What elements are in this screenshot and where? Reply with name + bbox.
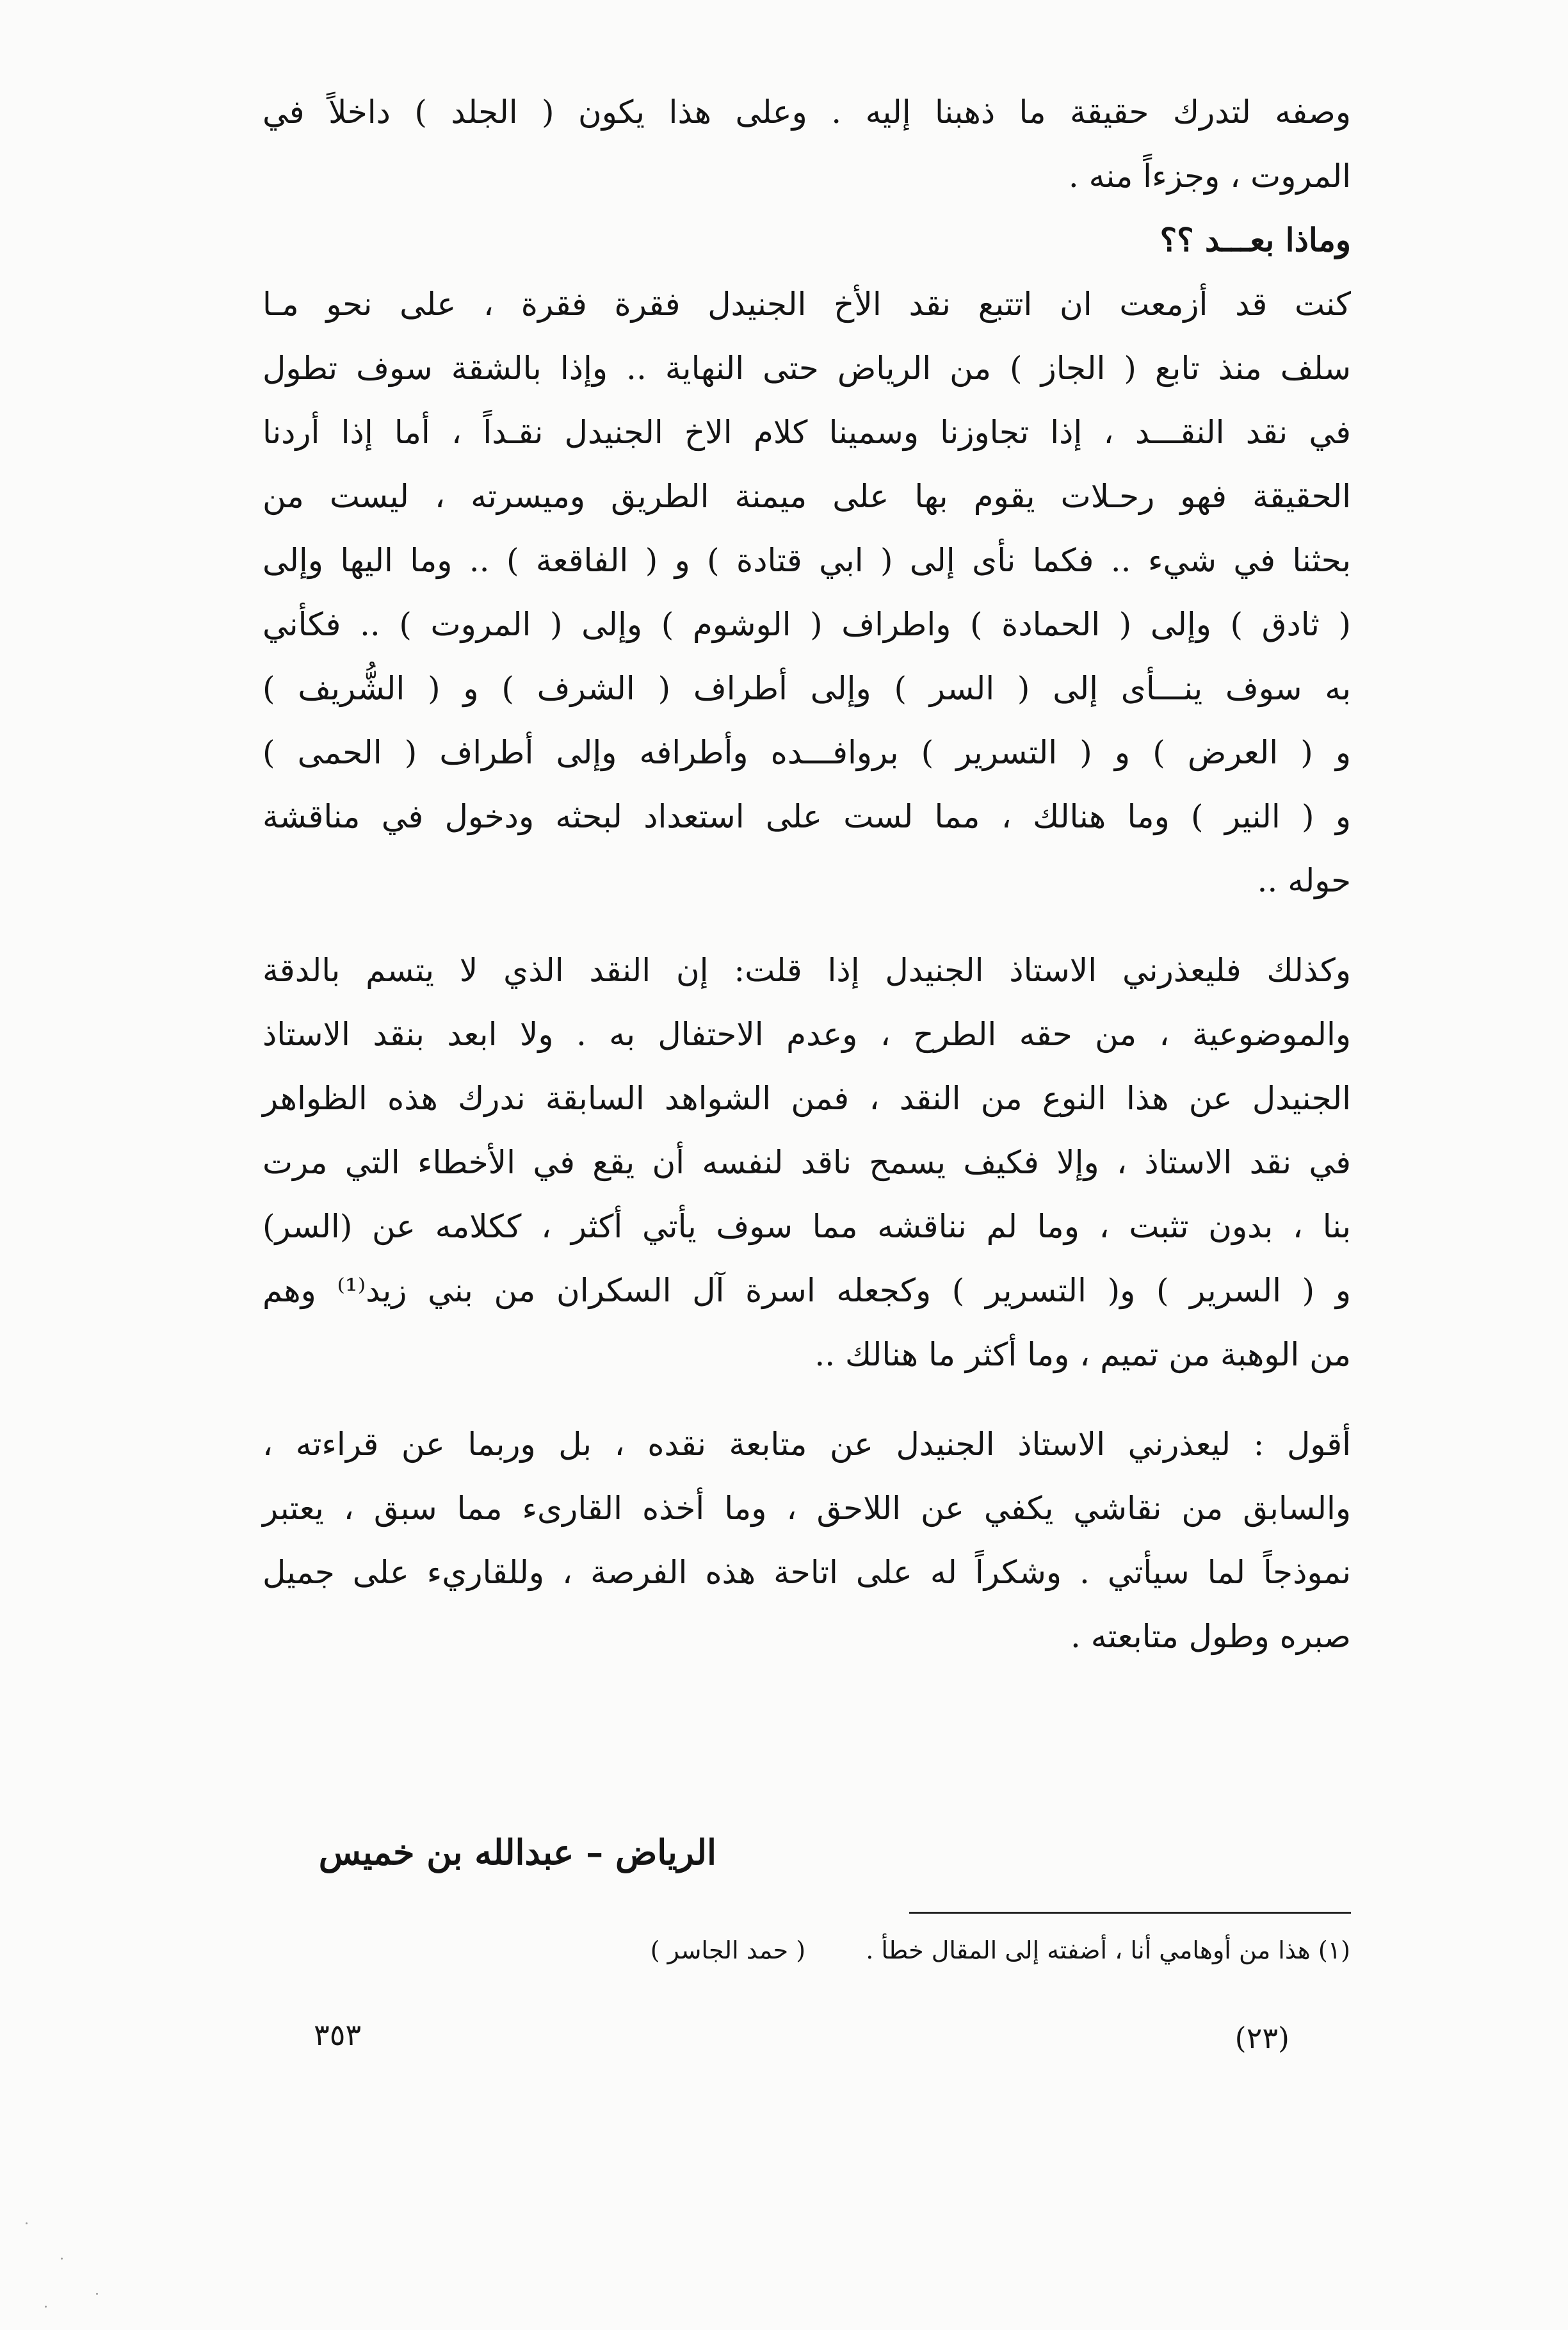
scan-speck: [61, 2258, 63, 2260]
text-line: وكذلك فليعذرني الاستاذ الجنيدل إذا قلت: إن النقد الذي لا يتسم بالدقة: [263, 952, 1351, 989]
page-number: ٣٥٣: [314, 2017, 362, 2052]
text-line: نموذجاً لما سيأتي . وشكراً له على اتاحة هذه الفرصة ، وللقاريء على جميل: [263, 1554, 1351, 1591]
text-line: بنا ، بدون تثبت ، وما لم نناقشه مما سوف يأتي أكثر ، ككلامه عن (السر): [263, 1208, 1351, 1245]
text-line: أقول : ليعذرني الاستاذ الجنيدل عن متابعة نقده ، بل وربما عن قراءته ،: [263, 1426, 1351, 1463]
text-line: في نقد النقـــد ، إذا تجاوزنا وسمينا كلام الاخ الجنيدل نقـداً ، أما إذا أردنا: [263, 414, 1351, 451]
text-line: الجنيدل عن هذا النوع من النقد ، فمن الشواهد السابقة ندرك هذه الظواهر: [263, 1080, 1351, 1117]
text-line: المروت ، وجزءاً منه .: [1068, 158, 1351, 195]
footnote-divider: [909, 1912, 1351, 1914]
text-line: ( ثادق ) وإلى ( الحمادة ) واطراف ( الوشوم ) وإلى ( المروت ) .. فكأني: [263, 606, 1351, 643]
footnote-text: (١) هذا من أوهامي أنا ، أضفته إلى المقال خطأ .: [866, 1936, 1350, 1964]
section-heading: وماذا بعـــد ؟؟: [1160, 221, 1351, 259]
signature: الرياض – عبدالله بن خميس: [318, 1832, 716, 1873]
text-line: من الوهبة من تميم ، وما أكثر ما هنالك ..: [814, 1336, 1351, 1373]
text-line: و ( العرض ) و ( التسرير ) بروافـــده وأطرافه وإلى أطراف ( الحمى ): [263, 734, 1351, 771]
text-line: بحثنا في شيء .. فكما نأى إلى ( ابي قتادة ) و ( الفاقعة ) .. وما اليها وإلى: [263, 542, 1351, 579]
text-line: به سوف ينـــأى إلى ( السر ) وإلى أطراف ( الشرف ) و ( الشُّريف ): [263, 670, 1351, 707]
text-line: سلف منذ تابع ( الجاز ) من الرياض حتى النهاية .. وإذا بالشقة سوف تطول: [263, 350, 1351, 387]
footnote: [262, 1928, 1350, 1973]
scan-speck: [96, 2293, 98, 2295]
issue-number: (٢٣): [1234, 2021, 1289, 2055]
paragraph-gap: [263, 1387, 1351, 1412]
scan-speck: [45, 2306, 47, 2308]
text-line: و ( النير ) وما هنالك ، مما لست على استعداد لبحثه ودخول في مناقشة: [263, 798, 1351, 835]
text-line: والسابق من نقاشي يكفي عن اللاحق ، وما أخذه القارىء مما سبق ، يعتبر: [263, 1490, 1351, 1527]
text-line: والموضوعية ، من حقه الطرح ، وعدم الاحتفال به . ولا ابعد بنقد الاستاذ: [263, 1016, 1351, 1053]
paragraph-gap: [263, 913, 1351, 938]
text-line: الحقيقة فهو رحـلات يقوم بها على ميمنة الطريق وميسرته ، ليست من: [263, 478, 1351, 515]
text-line: حوله ..: [1257, 862, 1351, 899]
text-line: و ( السرير ) و( التسرير ) وكجعله اسرة آل السكران من بني زيد⁽¹⁾ وهم: [263, 1272, 1351, 1309]
scan-speck: [26, 2222, 28, 2224]
text-line: صبره وطول متابعته .: [1070, 1618, 1351, 1655]
text-line: وصفه لتدرك حقيقة ما ذهبنا إليه . وعلى هذا يكون ( الجلد ) داخلاً في: [263, 94, 1351, 131]
text-line: كنت قد أزمعت ان اتتبع نقد الأخ الجنيدل فقرة فقرة ، على نحو مـا: [263, 286, 1351, 323]
footnote-attribution: ( حمد الجاسر ): [650, 1936, 806, 1964]
article-body: [263, 80, 1351, 1668]
text-line: في نقد الاستاذ ، وإلا فكيف يسمح ناقد لنفسه أن يقع في الأخطاء التي مرت: [263, 1144, 1351, 1181]
